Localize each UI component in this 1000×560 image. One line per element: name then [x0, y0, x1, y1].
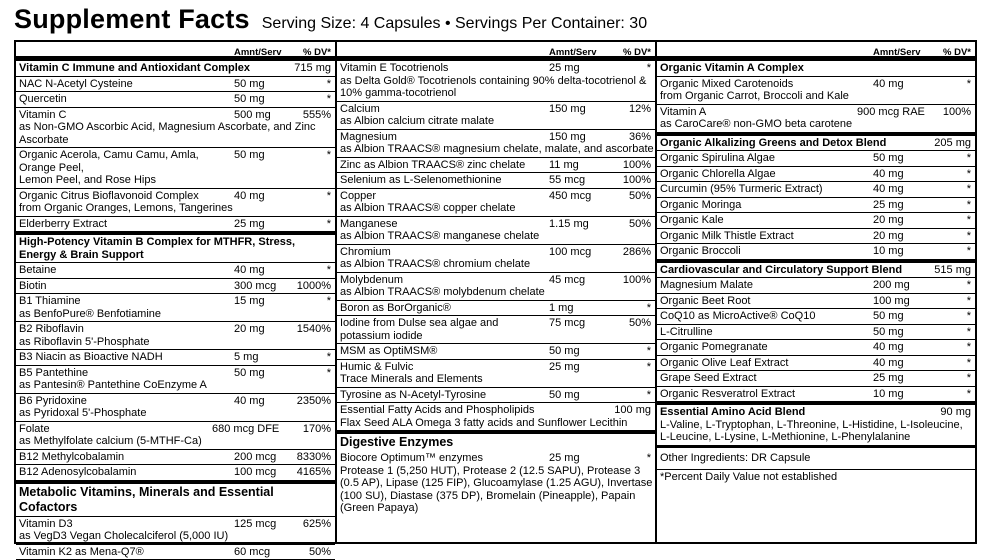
- ingredient-name: Manganese: [340, 218, 655, 231]
- ingredient-detail: as Pantesin® Pantethine CoEnzyme A: [19, 379, 335, 392]
- amount-per-serving: 100 mcg: [549, 246, 591, 259]
- ingredient-name: Copper: [340, 190, 655, 203]
- ingredient-name: Organic Milk Thistle Extract: [660, 230, 975, 243]
- ingredient-row: [337, 158, 655, 174]
- ingredient-name: Molybdenum: [340, 274, 655, 287]
- ingredient-detail: as Albion TRAACS® molybdenum chelate: [340, 286, 655, 299]
- ingredient-name: Organic Chlorella Algae: [660, 168, 975, 181]
- amount-per-serving: 1 mg: [549, 302, 573, 315]
- daily-value: *: [967, 230, 971, 243]
- amount-per-serving: 200 mcg: [234, 451, 276, 464]
- ingredient-name: Organic Olive Leaf Extract: [660, 357, 975, 370]
- ingredient-row: [16, 422, 335, 450]
- ingredient-row: [16, 450, 335, 466]
- daily-value: 50%: [629, 218, 651, 231]
- ingredient-name: Biocore Optimum™ enzymes: [340, 452, 655, 465]
- section-heading-row: [657, 260, 975, 279]
- ingredient-row: [657, 151, 975, 167]
- daily-value: *: [967, 310, 971, 323]
- daily-value: *: [327, 264, 331, 277]
- ingredient-detail: as Albion TRAACS® manganese chelate: [340, 230, 655, 243]
- amount-per-serving: 20 mg: [873, 214, 904, 227]
- ingredient-name: Organic Vitamin A Complex: [660, 62, 975, 75]
- daily-value: *: [967, 199, 971, 212]
- ingredient-name: Vitamin C: [19, 109, 335, 122]
- ingredient-row: [337, 403, 655, 431]
- daily-value: 1000%: [297, 280, 331, 293]
- ingredient-name: Organic Mixed Carotenoids: [660, 78, 975, 91]
- daily-value: *: [967, 78, 971, 91]
- amount-per-serving: 125 mcg: [234, 518, 276, 531]
- daily-value: *: [327, 218, 331, 231]
- daily-value: *: [327, 149, 331, 162]
- ingredient-row: [16, 545, 335, 560]
- daily-value: *: [647, 302, 651, 315]
- ingredient-row: [337, 344, 655, 360]
- ingredient-name: Essential Amino Acid Blend: [660, 406, 975, 419]
- daily-value: *: [647, 345, 651, 358]
- amount-per-serving: 450 mcg: [549, 190, 591, 203]
- daily-value: *: [327, 190, 331, 203]
- daily-value: *: [967, 183, 971, 196]
- ingredient-row: [16, 263, 335, 279]
- amount-per-serving-heading: Amnt/Serv: [549, 47, 597, 58]
- ingredient-row: [337, 273, 655, 301]
- ingredient-name: Vitamin E Tocotrienols: [340, 62, 655, 75]
- ingredient-name: Elderberry Extract: [19, 218, 335, 231]
- ingredient-detail: Lemon Peel, and Rose Hips: [19, 174, 335, 187]
- ingredient-row: [337, 301, 655, 317]
- ingredient-name: Iodine from Dulse sea algae and potassium iodide: [340, 317, 655, 342]
- ingredient-row: [657, 446, 975, 471]
- ingredient-row: [337, 245, 655, 273]
- amount-per-serving: 50 mg: [234, 93, 265, 106]
- daily-value: 715 mg: [294, 62, 331, 75]
- amount-per-serving: 100 mg: [873, 295, 910, 308]
- amount-per-serving: 50 mg: [234, 149, 265, 162]
- daily-value: 50%: [629, 190, 651, 203]
- amount-per-serving: 40 mg: [234, 190, 265, 203]
- ingredient-detail: as VegD3 Vegan Cholecalciferol (5,000 IU): [19, 530, 335, 543]
- amount-per-serving: 11 mg: [549, 159, 579, 172]
- ingredient-name: Organic Spirulina Algae: [660, 152, 975, 165]
- amount-per-serving: 40 mg: [873, 78, 904, 91]
- daily-value: 8330%: [297, 451, 331, 464]
- amount-per-serving: 150 mg: [549, 103, 586, 116]
- daily-value: 1540%: [297, 323, 331, 336]
- facts-column-3: [657, 40, 977, 544]
- ingredient-row: [657, 340, 975, 356]
- ingredient-detail: as Riboflavin 5'-Phosphate: [19, 336, 335, 349]
- ingredient-name: *Percent Daily Value not established: [660, 471, 975, 484]
- ingredient-row: [16, 189, 335, 217]
- amount-per-serving: 25 mg: [234, 218, 265, 231]
- ingredient-row: [16, 465, 335, 481]
- ingredient-row: [16, 394, 335, 422]
- daily-value: *: [327, 351, 331, 364]
- ingredient-row: [657, 470, 975, 485]
- ingredient-row: [657, 387, 975, 403]
- section-heading-row: [657, 402, 975, 446]
- daily-value: *: [967, 279, 971, 292]
- amount-per-serving: 40 mg: [234, 264, 265, 277]
- daily-value: *: [327, 93, 331, 106]
- daily-value: 515 mg: [934, 264, 971, 277]
- amount-per-serving: 40 mg: [873, 357, 904, 370]
- amount-per-serving: 55 mcg: [549, 174, 585, 187]
- amount-per-serving: 50 mg: [873, 326, 904, 339]
- ingredient-row: [657, 278, 975, 294]
- ingredient-row: [337, 217, 655, 245]
- ingredient-row: [657, 198, 975, 214]
- daily-value: *: [967, 245, 971, 258]
- ingredient-name: B5 Pantethine: [19, 367, 335, 380]
- ingredient-name: CoQ10 as MicroActive® CoQ10: [660, 310, 975, 323]
- ingredient-row: [657, 167, 975, 183]
- daily-value: *: [967, 341, 971, 354]
- ingredient-row: [657, 294, 975, 310]
- ingredient-name: Tyrosine as N-Acetyl-Tyrosine: [340, 389, 655, 402]
- daily-value: *: [967, 357, 971, 370]
- ingredient-name: Folate: [19, 423, 335, 436]
- ingredient-name: Vitamin K2 as Mena-Q7®: [19, 546, 335, 559]
- daily-value: *: [967, 388, 971, 401]
- ingredient-name: Chromium: [340, 246, 655, 259]
- ingredient-row: [657, 105, 975, 133]
- daily-value: 100%: [943, 106, 971, 119]
- amount-per-serving: 50 mg: [873, 152, 904, 165]
- daily-value: 205 mg: [934, 137, 971, 150]
- amount-per-serving: 40 mg: [873, 168, 904, 181]
- daily-value: *: [967, 372, 971, 385]
- ingredient-detail: L-Valine, L-Tryptophan, L-Threonine, L-Histidine, L-Isoleucine, L-Leucine, L-Lysine, L-Methionine, L-Phenylalanine: [660, 419, 975, 444]
- serving-info: Serving Size: 4 Capsules • Servings Per Container: 30: [262, 15, 647, 33]
- ingredient-row: [16, 517, 335, 545]
- ingredient-row: [657, 61, 975, 77]
- ingredient-detail: as Methylfolate calcium (5-MTHF-Ca): [19, 435, 335, 448]
- facts-column-1: [14, 40, 337, 544]
- daily-value: *: [647, 389, 651, 402]
- ingredient-name: Organic Resveratrol Extract: [660, 388, 975, 401]
- daily-value: *: [967, 326, 971, 339]
- section-heading-row: [16, 232, 335, 263]
- ingredient-name: Organic Citrus Bioflavonoid Complex: [19, 190, 335, 203]
- ingredient-row: [657, 325, 975, 341]
- ingredient-name: Curcumin (95% Turmeric Extract): [660, 183, 975, 196]
- ingredient-row: [16, 92, 335, 108]
- column-header: [16, 42, 335, 61]
- amount-per-serving: 20 mg: [873, 230, 904, 243]
- ingredient-name: Magnesium: [340, 131, 655, 144]
- daily-value: 90 mg: [940, 406, 971, 419]
- ingredient-row: [657, 77, 975, 105]
- amount-per-serving: 20 mg: [234, 323, 265, 336]
- ingredient-name: Humic & Fulvic: [340, 361, 655, 374]
- ingredient-name: Organic Moringa: [660, 199, 975, 212]
- daily-value: 2350%: [297, 395, 331, 408]
- amount-per-serving: 50 mg: [873, 310, 904, 323]
- ingredient-name: B12 Adenosylcobalamin: [19, 466, 335, 479]
- daily-value: 170%: [303, 423, 331, 436]
- ingredient-name: L-Citrulline: [660, 326, 975, 339]
- daily-value: *: [967, 295, 971, 308]
- ingredient-row: [337, 388, 655, 404]
- ingredient-name: Vitamin D3: [19, 518, 335, 531]
- ingredient-row: [657, 229, 975, 245]
- daily-value: 625%: [303, 518, 331, 531]
- ingredient-row: [16, 148, 335, 189]
- amount-per-serving: 200 mg: [873, 279, 910, 292]
- ingredient-name: B3 Niacin as Bioactive NADH: [19, 351, 335, 364]
- ingredient-row: [16, 77, 335, 93]
- column-header: [337, 42, 655, 61]
- ingredient-name: Organic Alkalizing Greens and Detox Blend: [660, 137, 975, 150]
- ingredient-detail: Trace Minerals and Elements: [340, 373, 655, 386]
- ingredient-name: B12 Methylcobalamin: [19, 451, 335, 464]
- ingredient-detail: as CaroCare® non-GMO beta carotene: [660, 118, 975, 131]
- amount-per-serving: 40 mg: [873, 341, 904, 354]
- section-heading-row: [657, 133, 975, 152]
- ingredient-name: Organic Acerola, Camu Camu, Amla, Orange Peel,: [19, 149, 335, 174]
- amount-per-serving: 300 mcg: [234, 280, 276, 293]
- daily-value: 100%: [623, 174, 651, 187]
- daily-value: *: [327, 78, 331, 91]
- daily-value-heading: % DV*: [943, 47, 971, 58]
- ingredient-name: B6 Pyridoxine: [19, 395, 335, 408]
- ingredient-name: Biotin: [19, 280, 335, 293]
- ingredient-name: Cardiovascular and Circulatory Support Blend: [660, 264, 975, 277]
- daily-value: *: [647, 62, 651, 75]
- ingredient-row: [16, 366, 335, 394]
- ingredient-row: [337, 360, 655, 388]
- amount-per-serving: 25 mg: [549, 62, 580, 75]
- ingredient-row: [337, 61, 655, 102]
- ingredient-row: [657, 244, 975, 260]
- ingredient-name: NAC N-Acetyl Cysteine: [19, 78, 335, 91]
- ingredient-name: Boron as BorOrganic®: [340, 302, 655, 315]
- ingredient-name: Selenium as L-Selenomethionine: [340, 174, 655, 187]
- supplement-facts-header: [14, 4, 647, 40]
- ingredient-name: Vitamin C Immune and Antioxidant Complex: [19, 62, 335, 75]
- daily-value: 4165%: [297, 466, 331, 479]
- amount-per-serving: 10 mg: [873, 388, 904, 401]
- ingredient-name: Metabolic Vitamins, Minerals and Essential Cofactors: [19, 485, 335, 515]
- ingredient-row: [16, 217, 335, 233]
- label-title: Supplement Facts: [14, 4, 250, 35]
- daily-value: 100%: [623, 274, 651, 287]
- ingredient-name: Betaine: [19, 264, 335, 277]
- daily-value: *: [967, 168, 971, 181]
- amount-per-serving: 45 mcg: [549, 274, 585, 287]
- amount-per-serving: 500 mg: [234, 109, 271, 122]
- amount-per-serving: 900 mcg RAE: [857, 106, 925, 119]
- daily-value: 50%: [629, 317, 651, 330]
- ingredient-name: Quercetin: [19, 93, 335, 106]
- ingredient-name: Vitamin A: [660, 106, 975, 119]
- ingredient-row: [657, 309, 975, 325]
- daily-value: 100%: [623, 159, 651, 172]
- daily-value: 555%: [303, 109, 331, 122]
- ingredient-row: [16, 350, 335, 366]
- amount-per-serving-heading: Amnt/Serv: [873, 47, 921, 58]
- ingredient-name: Digestive Enzymes: [340, 435, 655, 450]
- amount-per-serving: 25 mg: [873, 372, 904, 385]
- ingredient-name: MSM as OptiMSM®: [340, 345, 655, 358]
- amount-per-serving: 50 mg: [549, 389, 580, 402]
- ingredient-detail: as Albion TRAACS® copper chelate: [340, 202, 655, 215]
- daily-value: *: [647, 452, 651, 465]
- amount-per-serving: 50 mg: [234, 367, 265, 380]
- amount-per-serving: 100 mcg: [234, 466, 276, 479]
- ingredient-detail: Flax Seed ALA Omega 3 fatty acids and Sunflower Lecithin: [340, 417, 655, 430]
- ingredient-name: High-Potency Vitamin B Complex for MTHFR, Stress, Energy & Brain Support: [19, 236, 335, 261]
- ingredient-name: Grape Seed Extract: [660, 372, 975, 385]
- amount-per-serving: 5 mg: [234, 351, 258, 364]
- ingredient-row: [337, 130, 655, 158]
- amount-per-serving: 25 mg: [549, 361, 580, 374]
- daily-value: *: [327, 295, 331, 308]
- ingredient-name: Organic Beet Root: [660, 295, 975, 308]
- ingredient-name: Other Ingredients: DR Capsule: [660, 452, 975, 465]
- ingredient-name: B2 Riboflavin: [19, 323, 335, 336]
- ingredient-row: [337, 173, 655, 189]
- ingredient-row: [337, 102, 655, 130]
- amount-per-serving: 15 mg: [234, 295, 265, 308]
- amount-per-serving: 25 mg: [549, 452, 580, 465]
- daily-value: *: [967, 214, 971, 227]
- amount-per-serving: 50 mg: [549, 345, 580, 358]
- daily-value: 100 mg: [614, 404, 651, 417]
- amount-per-serving: 75 mcg: [549, 317, 585, 330]
- ingredient-detail: as Albion TRAACS® magnesium chelate, malate, and ascorbate: [340, 143, 655, 156]
- daily-value-heading: % DV*: [303, 47, 331, 58]
- daily-value: *: [647, 361, 651, 374]
- section-heading-row: [337, 431, 655, 451]
- ingredient-row: [657, 356, 975, 372]
- amount-per-serving: 50 mg: [234, 78, 265, 91]
- daily-value-heading: % DV*: [623, 47, 651, 58]
- ingredient-name: Organic Kale: [660, 214, 975, 227]
- ingredient-name: Zinc as Albion TRAACS® zinc chelate: [340, 159, 655, 172]
- ingredient-name: Magnesium Malate: [660, 279, 975, 292]
- ingredient-row: [16, 108, 335, 149]
- amount-per-serving: 40 mg: [234, 395, 265, 408]
- ingredient-row: [16, 322, 335, 350]
- ingredient-row: [16, 61, 335, 77]
- ingredient-detail: as Albion calcium citrate malate: [340, 115, 655, 128]
- daily-value: 50%: [309, 546, 331, 559]
- ingredient-row: [337, 189, 655, 217]
- facts-column-2: [337, 40, 657, 544]
- amount-per-serving: 10 mg: [873, 245, 904, 258]
- column-header: [657, 42, 975, 61]
- ingredient-name: Essential Fatty Acids and Phospholipids: [340, 404, 655, 417]
- ingredient-detail: as BenfoPure® Benfotiamine: [19, 308, 335, 321]
- amount-per-serving: 60 mcg: [234, 546, 270, 559]
- ingredient-detail: as Pyridoxal 5'-Phosphate: [19, 407, 335, 420]
- ingredient-detail: from Organic Oranges, Lemons, Tangerines: [19, 202, 335, 215]
- ingredient-row: [337, 316, 655, 344]
- amount-per-serving: 25 mg: [873, 199, 904, 212]
- amount-per-serving: 1.15 mg: [549, 218, 589, 231]
- amount-per-serving-heading: Amnt/Serv: [234, 47, 282, 58]
- daily-value: 36%: [629, 131, 651, 144]
- ingredient-detail: Protease 1 (5,250 HUT), Protease 2 (12.5 SAPU), Protease 3 (0.5 AP), Lipase (125 FIP), Glucoamylase (1.25 AGU), Invertase (100 SU), Diastase (375 DP), Bromelain (Pineapple), Papain (Green Papaya): [340, 465, 655, 515]
- section-heading-row: [16, 481, 335, 517]
- ingredient-detail: as Albion TRAACS® chromium chelate: [340, 258, 655, 271]
- amount-per-serving: 680 mcg DFE: [212, 423, 279, 436]
- ingredient-row: [657, 371, 975, 387]
- amount-per-serving: 150 mg: [549, 131, 586, 144]
- ingredient-row: [657, 213, 975, 229]
- ingredient-name: Calcium: [340, 103, 655, 116]
- ingredient-row: [337, 451, 655, 516]
- daily-value: *: [967, 152, 971, 165]
- ingredient-name: B1 Thiamine: [19, 295, 335, 308]
- daily-value: *: [327, 367, 331, 380]
- ingredient-detail: as Delta Gold® Tocotrienols containing 90% delta-tocotrienol & 10% gamma-tocotrienol: [340, 75, 655, 100]
- ingredient-row: [16, 279, 335, 295]
- ingredient-detail: from Organic Carrot, Broccoli and Kale: [660, 90, 975, 103]
- daily-value: 286%: [623, 246, 651, 259]
- ingredient-detail: as Non-GMO Ascorbic Acid, Magnesium Ascorbate, and Zinc Ascorbate: [19, 121, 335, 146]
- amount-per-serving: 40 mg: [873, 183, 904, 196]
- ingredient-row: [657, 182, 975, 198]
- ingredient-name: Organic Pomegranate: [660, 341, 975, 354]
- ingredient-name: Organic Broccoli: [660, 245, 975, 258]
- daily-value: 12%: [629, 103, 651, 116]
- ingredient-row: [16, 294, 335, 322]
